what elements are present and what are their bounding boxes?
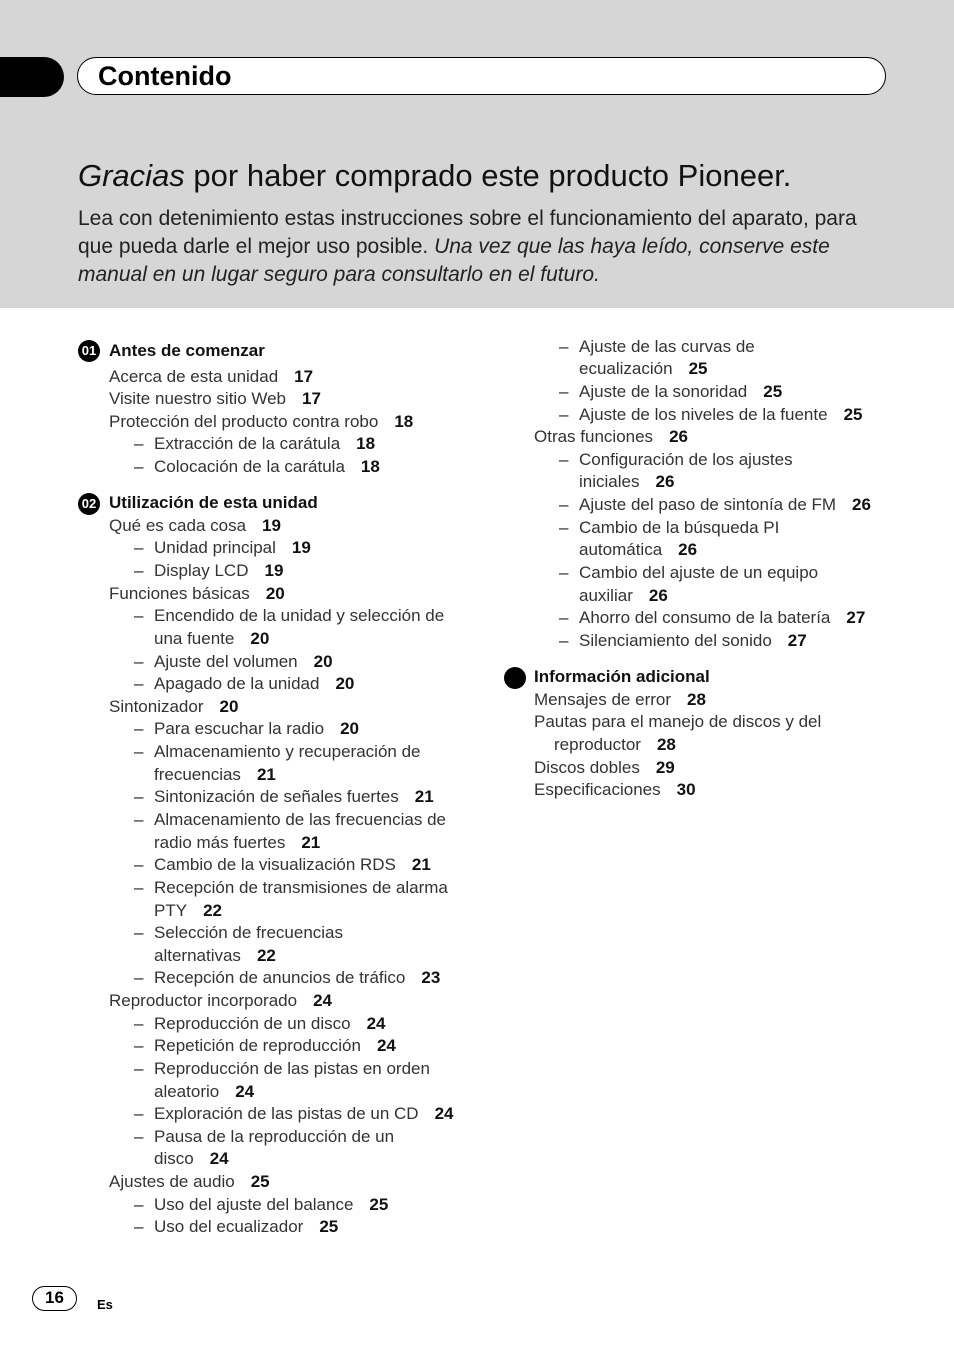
toc-dash: – — [559, 450, 569, 469]
toc-entry[interactable] — [109, 366, 313, 388]
toc-entry-continuation — [154, 764, 276, 786]
toc-dash: – — [134, 968, 144, 987]
entry-label: Recepción de anuncios de tráfico — [154, 968, 406, 987]
entry-label: Cambio del ajuste de un equipo — [579, 563, 819, 582]
page-title: Contenido — [98, 61, 232, 91]
entry-label: Extracción de la carátula — [154, 434, 341, 453]
entry-label: Pautas para el manejo de discos y del — [534, 712, 822, 731]
entry-label: Unidad principal — [154, 538, 276, 557]
toc-subentry[interactable] — [154, 537, 311, 559]
toc-subentry[interactable] — [579, 381, 782, 403]
entry-label: Acerca de esta unidad — [109, 367, 279, 386]
toc-entry[interactable] — [534, 757, 675, 779]
toc-entry[interactable] — [534, 711, 821, 733]
entry-label: Exploración de las pistas de un CD — [154, 1104, 419, 1123]
page-ref: 24 — [366, 1014, 386, 1033]
toc-dash: – — [134, 434, 144, 453]
toc-subentry[interactable] — [579, 607, 865, 629]
page-ref: 25 — [843, 405, 863, 424]
toc-subentry[interactable] — [154, 854, 431, 876]
entry-label: radio más fuertes — [154, 833, 286, 852]
toc-subentry[interactable] — [579, 630, 807, 652]
toc-entry-continuation — [154, 1081, 254, 1103]
toc-subentry[interactable] — [579, 404, 862, 426]
toc-entry-continuation — [579, 585, 668, 607]
chapter-badge — [504, 667, 526, 689]
entry-label: Silenciamiento del sonido — [579, 631, 772, 650]
toc-dash: – — [134, 652, 144, 671]
toc-entry[interactable] — [109, 388, 321, 410]
page-ref: 25 — [688, 359, 708, 378]
headline-italic: Gracias — [78, 158, 185, 193]
toc-entry-continuation — [154, 1148, 229, 1170]
toc-subentry[interactable] — [579, 336, 755, 358]
toc-dash: – — [134, 538, 144, 557]
toc-subentry[interactable] — [154, 433, 375, 455]
entry-label: Otras funciones — [534, 427, 654, 446]
toc-subentry[interactable] — [154, 1013, 386, 1035]
entry-label: alternativas — [154, 946, 241, 965]
page-ref: 22 — [256, 946, 276, 965]
toc-dash: – — [134, 810, 144, 829]
entry-label: Display LCD — [154, 561, 249, 580]
entry-label: Almacenamiento y recuperación de — [154, 742, 421, 761]
page-ref: 24 — [209, 1149, 229, 1168]
language-code: Es — [97, 1297, 113, 1312]
entry-label: iniciales — [579, 472, 640, 491]
page-ref: 26 — [852, 495, 871, 514]
page-ref: 25 — [763, 382, 783, 401]
toc-dash: – — [134, 719, 144, 738]
entry-label: Ahorro del consumo de la batería — [579, 608, 831, 627]
toc-dash: – — [134, 1059, 144, 1078]
page-ref: 27 — [846, 608, 866, 627]
entry-label: reproductor — [554, 735, 641, 754]
page-ref: 23 — [421, 968, 441, 987]
entry-label: Repetición de reproducción — [154, 1036, 361, 1055]
entry-label: Almacenamiento de las frecuencias de — [154, 810, 446, 829]
toc-subentry[interactable] — [154, 967, 440, 989]
toc-subentry[interactable] — [154, 1126, 394, 1148]
toc-entry[interactable] — [109, 583, 285, 605]
toc-entry[interactable] — [109, 411, 413, 433]
entry-label: Ajuste del volumen — [154, 652, 298, 671]
entry-label: Ajustes de audio — [109, 1172, 235, 1191]
entry-label: Reproductor incorporado — [109, 991, 298, 1010]
entry-label: Cambio de la búsqueda PI — [579, 518, 780, 537]
page-ref: 21 — [256, 765, 276, 784]
toc-subentry[interactable] — [154, 786, 434, 808]
entry-label: Cambio de la visualización RDS — [154, 855, 396, 874]
intro-italic: Una vez que las haya leído, conserve este manual en un lugar seguro para consultarlo en el futuro. — [78, 235, 830, 286]
toc-subentry[interactable] — [154, 1058, 430, 1080]
page-ref: 20 — [313, 652, 333, 671]
toc-subentry[interactable] — [154, 1035, 396, 1057]
page-number: 16 — [32, 1286, 77, 1311]
page-ref: 20 — [340, 719, 360, 738]
entry-label: Sintonizador — [109, 697, 204, 716]
toc-dash: – — [134, 1195, 144, 1214]
intro-regular: Lea con detenimiento estas instrucciones sobre el funcionamiento del aparato, para que pueda darle el mejor uso posible. — [78, 207, 857, 258]
entry-label: Protección del producto contra robo — [109, 412, 379, 431]
page-ref: 25 — [250, 1172, 270, 1191]
toc-entry-continuation — [154, 832, 320, 854]
entry-label: Especificaciones — [534, 780, 661, 799]
toc-subentry[interactable] — [154, 605, 444, 627]
entry-label: Ajuste de las curvas de — [579, 337, 755, 356]
toc-dash: – — [559, 337, 569, 356]
toc-dash: – — [559, 631, 569, 650]
toc-dash: – — [134, 923, 144, 942]
toc-entry[interactable] — [534, 426, 688, 448]
toc-entry-continuation — [579, 539, 697, 561]
toc-entry[interactable] — [109, 515, 281, 537]
page-ref: 30 — [676, 780, 696, 799]
toc-subentry[interactable] — [579, 494, 871, 516]
entry-label: Sintonización de señales fuertes — [154, 787, 399, 806]
toc-subentry[interactable] — [154, 1103, 454, 1125]
page-ref: 17 — [302, 389, 321, 408]
toc-dash: – — [134, 457, 144, 476]
header-pill — [77, 57, 886, 95]
toc-subentry[interactable] — [154, 651, 333, 673]
toc-entry-continuation — [154, 945, 276, 967]
entry-label: Ajuste de la sonoridad — [579, 382, 748, 401]
toc-subentry[interactable] — [154, 456, 380, 478]
toc-dash: – — [134, 674, 144, 693]
entry-label: Apagado de la unidad — [154, 674, 320, 693]
page-ref: 26 — [648, 586, 668, 605]
page-ref: 18 — [394, 412, 414, 431]
section-title: Utilización de esta unidad — [109, 493, 318, 512]
page-ref: 24 — [434, 1104, 454, 1123]
toc-entry[interactable] — [109, 1171, 270, 1193]
toc-entry[interactable] — [109, 990, 332, 1012]
entry-label: Reproducción de las pistas en orden — [154, 1059, 430, 1078]
entry-label: automática — [579, 540, 663, 559]
headline-rest: por haber comprado este producto Pioneer. — [184, 158, 792, 193]
toc-dash: – — [134, 1014, 144, 1033]
entry-label: Discos dobles — [534, 758, 640, 777]
toc-dash: – — [134, 878, 144, 897]
page-ref: 27 — [787, 631, 807, 650]
entry-label: ecualización — [579, 359, 673, 378]
intro-paragraph — [78, 205, 878, 289]
entry-label: Selección de frecuencias — [154, 923, 344, 942]
page-ref: 26 — [655, 472, 675, 491]
toc-dash: – — [134, 742, 144, 761]
section-tab-marker — [0, 57, 64, 97]
toc-subentry[interactable] — [579, 449, 793, 471]
toc-dash: – — [559, 495, 569, 514]
page-ref: 24 — [235, 1082, 255, 1101]
entry-label: Recepción de transmisiones de alarma — [154, 878, 448, 897]
page-ref: 19 — [264, 561, 284, 580]
entry-label: Ajuste de los niveles de la fuente — [579, 405, 828, 424]
page-ref: 24 — [313, 991, 332, 1010]
page-ref: 18 — [356, 434, 376, 453]
page-ref: 20 — [335, 674, 355, 693]
page-ref: 26 — [669, 427, 688, 446]
entry-label: Funciones básicas — [109, 584, 250, 603]
toc-subentry[interactable] — [579, 562, 818, 584]
toc-subentry[interactable] — [154, 741, 420, 763]
toc-subentry[interactable] — [154, 560, 283, 582]
toc-dash: – — [134, 855, 144, 874]
entry-label: PTY — [154, 901, 188, 920]
toc-entry-continuation — [154, 628, 269, 650]
entry-label: Uso del ajuste del balance — [154, 1195, 354, 1214]
toc-dash: – — [559, 518, 569, 537]
chapter-badge: 01 — [78, 340, 100, 362]
entry-label: Para escuchar la radio — [154, 719, 325, 738]
page-ref: 25 — [369, 1195, 389, 1214]
entry-label: Visite nuestro sitio Web — [109, 389, 287, 408]
toc-subentry[interactable] — [154, 877, 448, 899]
entry-label: Uso del ecualizador — [154, 1217, 304, 1236]
toc-entry-continuation — [554, 734, 676, 756]
page-ref: 20 — [219, 697, 239, 716]
toc-subentry[interactable] — [154, 718, 359, 740]
toc-entry[interactable] — [109, 696, 238, 718]
page-ref: 26 — [678, 540, 698, 559]
page-ref: 19 — [291, 538, 311, 557]
page-ref: 25 — [319, 1217, 339, 1236]
page-ref: 28 — [687, 690, 706, 709]
toc-subentry[interactable] — [154, 673, 354, 695]
toc-dash: – — [134, 1217, 144, 1236]
entry-label: aleatorio — [154, 1082, 220, 1101]
entry-label: Reproducción de un disco — [154, 1014, 351, 1033]
toc-subentry[interactable] — [579, 517, 779, 539]
entry-label: Configuración de los ajustes — [579, 450, 793, 469]
section-title: Información adicional — [534, 667, 710, 686]
chapter-badge: 02 — [78, 493, 100, 515]
toc-dash: – — [559, 608, 569, 627]
page-ref: 20 — [250, 629, 270, 648]
page-ref: 20 — [265, 584, 285, 603]
intro-headline — [78, 158, 791, 194]
entry-label: disco — [154, 1149, 194, 1168]
toc-entry-continuation — [154, 900, 222, 922]
page-ref: 22 — [203, 901, 222, 920]
page-ref: 29 — [655, 758, 675, 777]
toc-dash: – — [559, 382, 569, 401]
page-ref: 19 — [262, 516, 281, 535]
toc-dash: – — [134, 1104, 144, 1123]
toc-subentry[interactable] — [154, 1216, 338, 1238]
entry-label: frecuencias — [154, 765, 241, 784]
entry-label: Mensajes de error — [534, 690, 672, 709]
toc-dash: – — [134, 1127, 144, 1146]
toc-dash: – — [134, 787, 144, 806]
page-ref: 18 — [360, 457, 380, 476]
toc-dash: – — [559, 563, 569, 582]
toc-subentry[interactable] — [154, 1194, 388, 1216]
toc-dash: – — [134, 1036, 144, 1055]
page-ref: 21 — [414, 787, 434, 806]
toc-subentry[interactable] — [154, 922, 343, 944]
toc-dash: – — [134, 561, 144, 580]
entry-label: Colocación de la carátula — [154, 457, 345, 476]
page-ref: 21 — [301, 833, 321, 852]
toc-entry[interactable] — [534, 779, 696, 801]
toc-dash: – — [559, 405, 569, 424]
page-ref: 28 — [656, 735, 676, 754]
page-ref: 24 — [376, 1036, 396, 1055]
toc-dash: – — [134, 606, 144, 625]
entry-label: Ajuste del paso de sintonía de FM — [579, 495, 837, 514]
entry-label: Encendido de la unidad y selección de — [154, 606, 445, 625]
toc-subentry[interactable] — [154, 809, 446, 831]
entry-label: auxiliar — [579, 586, 633, 605]
toc-entry[interactable] — [534, 689, 706, 711]
toc-entry-continuation — [579, 471, 674, 493]
section-title: Antes de comenzar — [109, 341, 265, 360]
page-ref: 21 — [411, 855, 431, 874]
entry-label: Pausa de la reproducción de un — [154, 1127, 395, 1146]
entry-label: una fuente — [154, 629, 235, 648]
page-ref: 17 — [294, 367, 314, 386]
toc-entry-continuation — [579, 358, 707, 380]
entry-label: Qué es cada cosa — [109, 516, 247, 535]
